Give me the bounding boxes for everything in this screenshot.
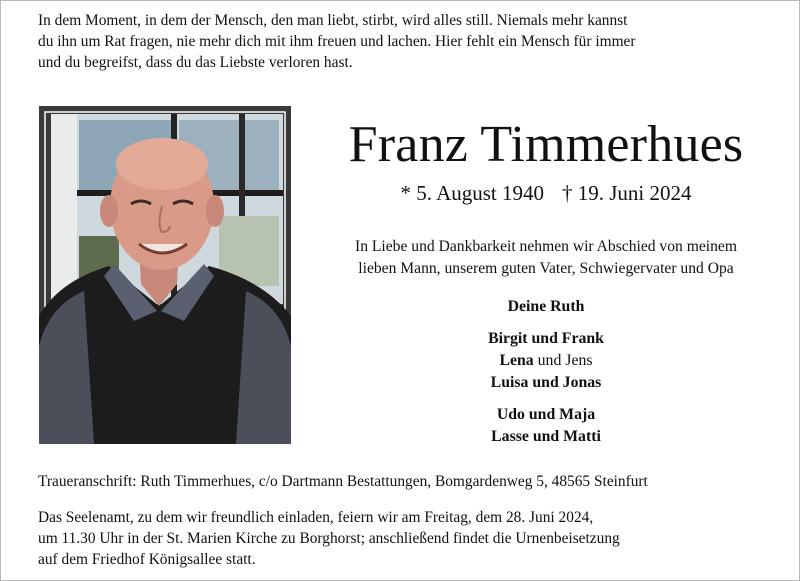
portrait-illustration [39,106,291,444]
intro-line: du ihn um Rat fragen, nie mehr dich mit ihm freuen und lachen. Hier fehlt ein Mensch für immer [38,33,636,50]
mourner-group [301,404,791,448]
portrait-photo [39,106,291,444]
message-line: lieben Mann, unserem guten Vater, Schwiegervater und Opa [358,260,734,277]
mourner-line: Udo und Maja [496,406,596,423]
intro-poem [38,10,778,73]
service-details [38,507,778,570]
deceased-name: Franz Timmerhues [348,116,744,173]
service-line: um 11.30 Uhr in der St. Marien Kirche zu Borghorst; anschließend findet die Urnenbeisetzung [38,530,620,547]
intro-line: In dem Moment, in dem der Mensch, den man liebt, stirbt, wird alles still. Niemals mehr kannst [38,12,628,29]
death-date: † 19. Juni 2024 [562,181,692,205]
life-dates [301,179,791,207]
mourner-line [301,350,791,372]
service-line: Das Seelenamt, zu dem wir freundlich einladen, feiern wir am Freitag, dem 28. Juni 2024, [38,509,594,526]
mourner-name-bold: Lena [499,352,534,369]
mourning-address: Traueranschrift: Ruth Timmerhues, c/o Dartmann Bestattungen, Bomgardenweg 5, 48565 Steinfurt [38,473,648,490]
farewell-message [301,236,791,280]
mourner-name-regular: und Jens [537,352,593,369]
mourners-list [301,296,791,458]
birth-date: * 5. August 1940 [400,181,544,205]
mourner-line: Lasse und Matti [491,428,601,445]
mourner-group [301,296,791,318]
mourner-group [301,328,791,394]
mourner-line: Deine Ruth [507,298,585,315]
message-line: In Liebe und Dankbarkeit nehmen wir Abschied von meinem [355,238,737,255]
service-line: auf dem Friedhof Königsallee statt. [38,551,256,568]
mourner-line: Birgit und Frank [488,330,604,347]
mourner-line: Luisa und Jonas [490,374,602,391]
intro-line: und du begreifst, dass du das Liebste verloren hast. [38,54,353,71]
